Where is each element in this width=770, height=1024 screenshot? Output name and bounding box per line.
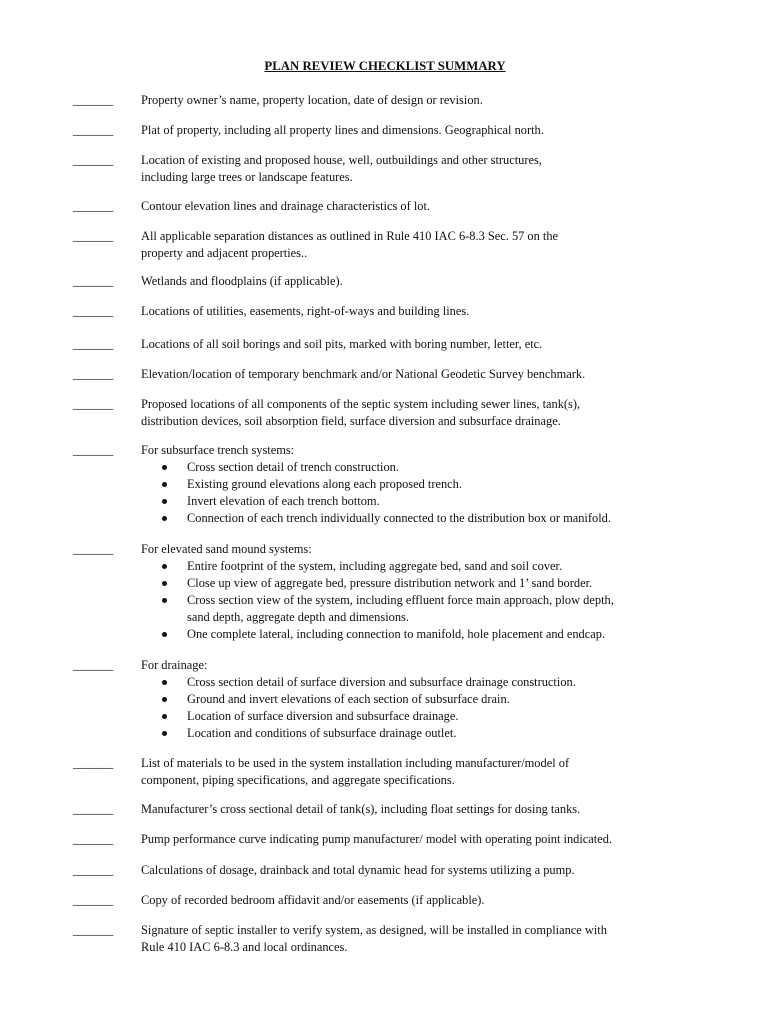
item-text-line: For subsurface trench systems: xyxy=(141,443,295,457)
item-text-line: Location of existing and proposed house, well, outbuildings and other structures, xyxy=(141,153,542,167)
item-text-line: Elevation/location of temporary benchmark and/or National Geodetic Survey benchmark. xyxy=(141,367,586,381)
check-blank: _______ xyxy=(73,802,113,816)
item-text-line: All applicable separation distances as outlined in Rule 410 IAC 6-8.3 Sec. 57 on the xyxy=(141,229,559,243)
item-text-line: Property owner’s name, property location, date of design or revision. xyxy=(141,93,483,107)
bullet-dot-icon xyxy=(162,632,167,637)
item-text-line: including large trees or landscape features. xyxy=(141,170,353,184)
item-text-line: Contour elevation lines and drainage characteristics of lot. xyxy=(141,199,431,213)
bullet-item xyxy=(141,459,681,476)
item-text xyxy=(141,801,681,818)
item-text-line: List of materials to be used in the system installation including manufacturer/model of xyxy=(141,756,570,770)
bullet-item xyxy=(141,575,681,592)
check-blank: _______ xyxy=(73,229,113,243)
item-text xyxy=(141,228,681,262)
bullet-item xyxy=(141,708,681,725)
bullet-item xyxy=(141,674,681,691)
item-text-line: property and adjacent properties.. xyxy=(141,246,308,260)
item-text-line: component, piping specifications, and aggregate specifications. xyxy=(141,773,455,787)
bullet-text: Ground and invert elevations of each section of subsurface drain. xyxy=(187,692,510,706)
item-text xyxy=(141,122,681,139)
item-text xyxy=(141,442,681,527)
item-text-line: Proposed locations of all components of the septic system including sewer lines, tank(s), xyxy=(141,397,581,411)
item-text xyxy=(141,541,681,643)
item-text xyxy=(141,198,681,215)
check-blank: _______ xyxy=(73,443,113,457)
bullet-list xyxy=(141,558,681,643)
item-text-line: Plat of property, including all property lines and dimensions. Geographical north. xyxy=(141,123,544,137)
item-text xyxy=(141,831,681,848)
check-blank: _______ xyxy=(73,199,113,213)
bullet-dot-icon xyxy=(162,465,167,470)
bullet-text: Entire footprint of the system, including aggregate bed, sand and soil cover. xyxy=(187,559,563,573)
item-text-line: Manufacturer’s cross sectional detail of tank(s), including float settings for dosing tanks. xyxy=(141,802,581,816)
bullet-item xyxy=(141,691,681,708)
check-blank: _______ xyxy=(73,923,113,937)
check-blank: _______ xyxy=(73,123,113,137)
check-blank: _______ xyxy=(73,274,113,288)
item-text xyxy=(141,152,681,186)
bullet-dot-icon xyxy=(162,714,167,719)
item-text xyxy=(141,366,681,383)
check-blank: _______ xyxy=(73,832,113,846)
bullet-text: One complete lateral, including connection to manifold, hole placement and endcap. xyxy=(187,627,606,641)
item-text-line: Locations of utilities, easements, right-of-ways and building lines. xyxy=(141,304,470,318)
bullet-text: Cross section detail of trench construction. xyxy=(187,460,399,474)
bullet-item xyxy=(141,725,681,742)
bullet-text: Cross section detail of surface diversion and subsurface drainage construction. xyxy=(187,675,576,689)
item-text-line: For elevated sand mound systems: xyxy=(141,542,312,556)
bullet-item xyxy=(141,510,681,527)
check-blank: _______ xyxy=(73,658,113,672)
bullet-list xyxy=(141,674,681,742)
item-text xyxy=(141,922,681,956)
item-text-line: For drainage: xyxy=(141,658,208,672)
bullet-dot-icon xyxy=(162,581,167,586)
item-text-line: Signature of septic installer to verify system, as designed, will be installed in compliance with xyxy=(141,923,607,937)
bullet-item xyxy=(141,558,681,575)
check-blank: _______ xyxy=(73,337,113,351)
item-text xyxy=(141,862,681,879)
bullet-dot-icon xyxy=(162,499,167,504)
bullet-text: Existing ground elevations along each proposed trench. xyxy=(187,477,462,491)
item-text xyxy=(141,755,681,789)
bullet-dot-icon xyxy=(162,516,167,521)
item-text-line: distribution devices, soil absorption field, surface diversion and subsurface drainage. xyxy=(141,414,561,428)
check-blank: _______ xyxy=(73,367,113,381)
item-text-line: Wetlands and floodplains (if applicable). xyxy=(141,274,343,288)
item-text-line: Pump performance curve indicating pump manufacturer/ model with operating point indicated. xyxy=(141,832,613,846)
check-blank: _______ xyxy=(73,93,113,107)
bullet-dot-icon xyxy=(162,482,167,487)
item-text xyxy=(141,657,681,742)
bullet-text: Location of surface diversion and subsurface drainage. xyxy=(187,709,459,723)
bullet-dot-icon xyxy=(162,680,167,685)
bullet-text: Cross section view of the system, including effluent force main approach, plow depth, xyxy=(187,593,614,607)
bullet-list xyxy=(141,459,681,527)
item-text xyxy=(141,336,681,353)
bullet-text: Location and conditions of subsurface drainage outlet. xyxy=(187,726,457,740)
check-blank: _______ xyxy=(73,153,113,167)
bullet-text: sand depth, aggregate depth and dimensions. xyxy=(187,610,409,624)
check-blank: _______ xyxy=(73,756,113,770)
check-blank: _______ xyxy=(73,542,113,556)
item-text xyxy=(141,303,681,320)
item-text-line: Copy of recorded bedroom affidavit and/or easements (if applicable). xyxy=(141,893,485,907)
bullet-text: Close up view of aggregate bed, pressure distribution network and 1’ sand border. xyxy=(187,576,593,590)
item-text xyxy=(141,92,681,109)
bullet-dot-icon xyxy=(162,564,167,569)
check-blank: _______ xyxy=(73,893,113,907)
item-text xyxy=(141,273,681,290)
bullet-item xyxy=(141,476,681,493)
bullet-text: Invert elevation of each trench bottom. xyxy=(187,494,380,508)
bullet-dot-icon xyxy=(162,697,167,702)
bullet-text: Connection of each trench individually connected to the distribution box or manifold. xyxy=(187,511,611,525)
check-blank: _______ xyxy=(73,397,113,411)
check-blank: _______ xyxy=(73,304,113,318)
bullet-item xyxy=(141,592,681,626)
bullet-dot-icon xyxy=(162,598,167,603)
item-text xyxy=(141,396,681,430)
page-title: PLAN REVIEW CHECKLIST SUMMARY xyxy=(264,59,506,73)
bullet-dot-icon xyxy=(162,731,167,736)
item-text-line: Locations of all soil borings and soil pits, marked with boring number, letter, etc. xyxy=(141,337,543,351)
bullet-item xyxy=(141,493,681,510)
check-blank: _______ xyxy=(73,863,113,877)
item-text-line: Calculations of dosage, drainback and total dynamic head for systems utilizing a pump. xyxy=(141,863,575,877)
bullet-item xyxy=(141,626,681,643)
item-text xyxy=(141,892,681,909)
item-text-line: Rule 410 IAC 6-8.3 and local ordinances. xyxy=(141,940,348,954)
